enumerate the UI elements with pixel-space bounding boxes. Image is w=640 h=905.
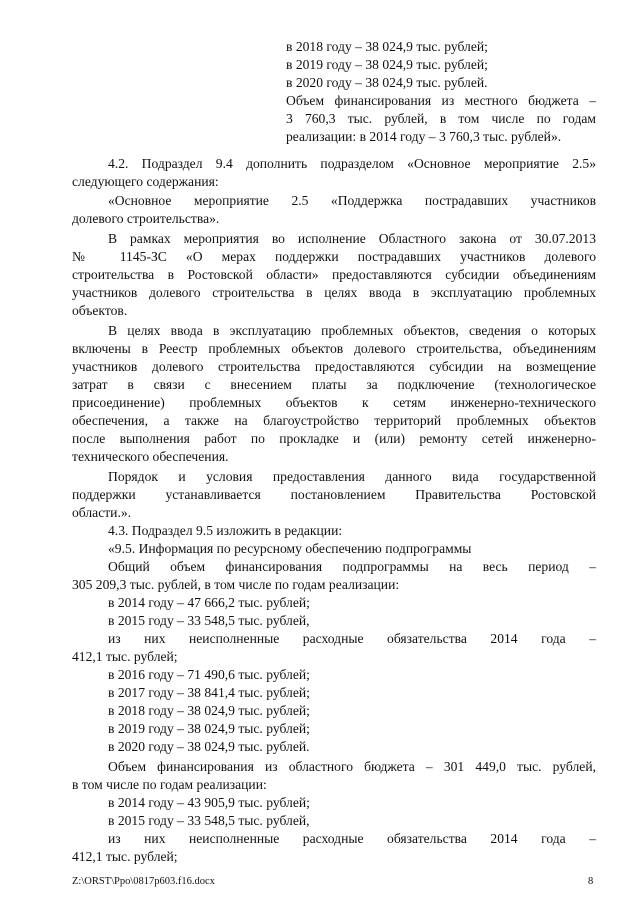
section-heading: «9.5. Информация по ресурсному обеспечению подпрограммы bbox=[108, 541, 472, 556]
paragraph-line: поддержки устанавливается постановлением Правительства Ростовской bbox=[72, 487, 596, 502]
paragraph-line: технического обеспечения. bbox=[72, 449, 229, 464]
paragraph-line: 412,1 тыс. рублей; bbox=[72, 649, 178, 664]
paragraph-line: 4.3. Подраздел 9.5 изложить в редакции: bbox=[108, 523, 343, 538]
paragraph-line: присоединение) проблемных объектов к сетям инженерно-технического bbox=[72, 395, 596, 410]
paragraph-line: В целях ввода в эксплуатацию проблемных объектов, сведения о которых bbox=[108, 323, 596, 338]
paragraph-line: после выполнения работ по прокладке и (или) ремонту сетей инженерно- bbox=[72, 431, 596, 446]
footer-file-path: Z:\ORST\Ppo\0817p603.f16.docx bbox=[72, 876, 215, 887]
paragraph-line: Общий объем финансирования подпрограммы на весь период – bbox=[108, 559, 596, 574]
list-item: в 2015 году – 33 548,5 тыс. рублей, bbox=[108, 613, 310, 628]
text-line: в 2018 году – 38 024,9 тыс. рублей; bbox=[286, 39, 488, 54]
paragraph-line: В рамках мероприятия во исполнение Областного закона от 30.07.2013 bbox=[108, 231, 596, 246]
paragraph-line: «Основное мероприятие 2.5 «Поддержка пострадавших участников bbox=[108, 193, 596, 208]
text-line: Объем финансирования из местного бюджета – bbox=[286, 93, 596, 108]
list-item: в 2014 году – 47 666,2 тыс. рублей; bbox=[108, 595, 310, 610]
list-item: в 2018 году – 38 024,9 тыс. рублей; bbox=[108, 703, 310, 718]
paragraph-line: строительства в Ростовской области» предоставляются субсидии объединениям bbox=[72, 267, 596, 282]
paragraph-line: в том числе по годам реализации: bbox=[72, 777, 267, 792]
text-line: в 2020 году – 38 024,9 тыс. рублей. bbox=[286, 75, 488, 90]
paragraph-line: Объем финансирования из областного бюджета – 301 449,0 тыс. рублей, bbox=[108, 759, 596, 774]
paragraph-line: включены в Реестр проблемных объектов долевого строительства, объединениям bbox=[72, 341, 596, 356]
list-item: в 2014 году – 43 905,9 тыс. рублей; bbox=[108, 795, 310, 810]
list-item: в 2016 году – 71 490,6 тыс. рублей; bbox=[108, 667, 310, 682]
text-line: 3 760,3 тыс. рублей, в том числе по годам bbox=[286, 111, 596, 126]
paragraph-line: 305 209,3 тыс. рублей, в том числе по годам реализации: bbox=[72, 577, 400, 592]
paragraph-line: объектов. bbox=[72, 303, 128, 318]
list-item: в 2017 году – 38 841,4 тыс. рублей; bbox=[108, 685, 310, 700]
paragraph-line: следующего содержания: bbox=[72, 174, 219, 189]
paragraph-line: участников долевого строительства предоставляются субсидии на возмещение bbox=[72, 359, 596, 374]
text-line: реализации: в 2014 году – 3 760,3 тыс. рублей». bbox=[286, 129, 562, 144]
paragraph-line: обеспечения, а также на благоустройство территорий проблемных объектов bbox=[72, 413, 596, 428]
paragraph-line: области.». bbox=[72, 505, 132, 520]
paragraph-line: из них неисполненные расходные обязательства 2014 года – bbox=[108, 631, 596, 646]
paragraph-line: 412,1 тыс. рублей; bbox=[72, 849, 178, 864]
list-item: в 2015 году – 33 548,5 тыс. рублей, bbox=[108, 813, 310, 828]
list-item: в 2020 году – 38 024,9 тыс. рублей. bbox=[108, 739, 310, 754]
paragraph-line: участников долевого строительства в целях ввода в эксплуатацию проблемных bbox=[72, 285, 596, 300]
paragraph-line: Порядок и условия предоставления данного вида государственной bbox=[108, 469, 596, 484]
page-number: 8 bbox=[588, 876, 594, 887]
paragraph-line: № 1145-ЗС «О мерах поддержки пострадавших участников долевого bbox=[72, 249, 596, 264]
text-line: в 2019 году – 38 024,9 тыс. рублей; bbox=[286, 57, 488, 72]
list-item: в 2019 году – 38 024,9 тыс. рублей; bbox=[108, 721, 310, 736]
paragraph-line: из них неисполненные расходные обязательства 2014 года – bbox=[108, 831, 596, 846]
paragraph-line: долевого строительства». bbox=[72, 211, 220, 226]
paragraph-line: 4.2. Подраздел 9.4 дополнить подразделом «Основное мероприятие 2.5» bbox=[108, 156, 596, 171]
paragraph-line: затрат в связи с внесением платы за подключение (технологическое bbox=[72, 377, 596, 392]
